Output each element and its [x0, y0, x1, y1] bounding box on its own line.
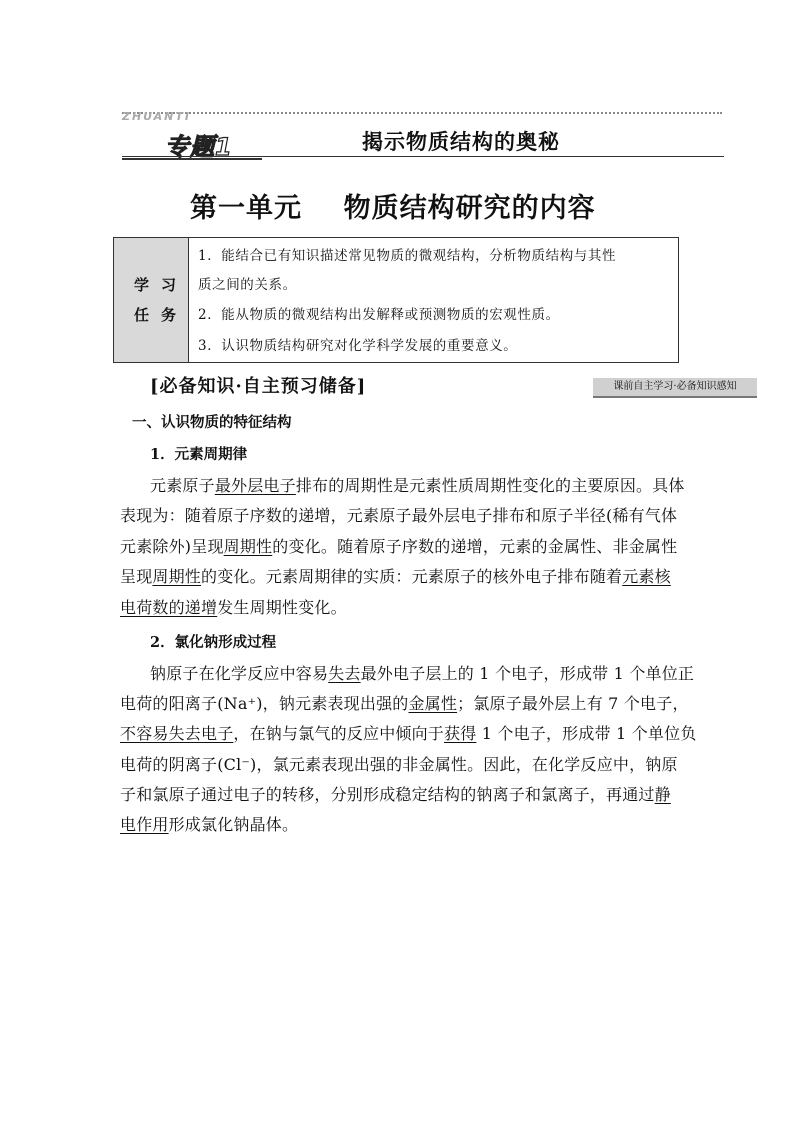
section-banner-tag: 课前自主学习·必备知识感知 [593, 378, 757, 398]
paragraph-line [120, 595, 347, 618]
text-run: 的变化。元素周期律的实质：元素原子的核外电子排布随着 [201, 567, 623, 586]
text-run: 电荷的阳离子(Na⁺)，钠元素表现出强的 [120, 694, 409, 713]
task-item: 3．认识物质结构研究对化学科学发展的重要意义。 [198, 338, 518, 354]
zhuanti-label: 专题1 [165, 133, 233, 161]
header-bottom-rule-bold [122, 158, 262, 160]
text-run: 最外电子层上的 1 个电子，形成带 1 个单位正 [360, 664, 695, 683]
underlined-answer: 金属性 [408, 694, 458, 713]
unit-title: 第一单元 物质结构研究的内容 [190, 193, 596, 224]
paragraph-line [120, 812, 298, 835]
text-run: 电荷的阴离子(Cl⁻)，氯元素表现出强的非金属性。因此，在化学反应中，钠原 [120, 755, 678, 774]
heading-section-1: 一、认识物质的特征结构 [132, 414, 292, 431]
text-run: 子和氯原子通过电子的转移，分别形成稳定结构的钠离子和氯离子，再通过 [120, 785, 655, 804]
text-run: 元素除外)呈现 [120, 537, 224, 556]
underlined-answer: 电作用 [120, 815, 169, 834]
task-item: 1．能结合已有知识描述常见物质的微观结构，分析物质结构与其性 [198, 248, 617, 264]
paragraph-line [120, 752, 678, 775]
topic-title: 揭示物质结构的奥秘 [362, 129, 560, 154]
text-run: 钠原子在化学反应中容易 [150, 664, 329, 683]
underlined-answer: 最外层电子 [214, 476, 296, 495]
underlined-answer: 获得 [444, 724, 477, 743]
underlined-answer: 周期性 [152, 567, 202, 586]
zhuanti-pinyin: ZHUANTI [122, 110, 191, 123]
underlined-answer: 周期性 [223, 537, 273, 556]
paragraph-line [150, 473, 685, 496]
paragraph-line [120, 691, 689, 714]
text-run: ；氯原子最外层上有 7 个电子， [457, 694, 689, 713]
task-label-line1: 学习 [134, 276, 189, 294]
heading-periodic-law: 1．元素周期律 [150, 446, 248, 463]
text-run: 呈现 [120, 567, 153, 586]
underlined-answer: 不容易失去电子 [120, 724, 234, 743]
text-run: 元素原子 [150, 476, 215, 495]
text-run: ，在钠与氯气的反应中倾向于 [233, 724, 445, 743]
heading-nacl-formation: 2．氯化钠形成过程 [150, 634, 277, 651]
text-run: 的变化。随着原子序数的递增，元素的金属性、非金属性 [272, 537, 678, 556]
paragraph-line [150, 661, 694, 684]
task-item: 2．能从物质的微观结构出发解释或预测物质的宏观性质。 [198, 307, 560, 323]
text-run: 表现为：随着原子序数的递增，元素原子最外层电子排布和原子半径(稀有气体 [120, 506, 678, 525]
underlined-answer: 电荷数的递增 [120, 598, 218, 617]
task-label-cell [114, 238, 189, 362]
task-label-line2: 任务 [134, 306, 189, 324]
underlined-answer: 元素核 [622, 567, 671, 586]
header-bottom-rule [122, 156, 724, 157]
task-item: 质之间的关系。 [198, 277, 297, 293]
underlined-answer: 失去 [328, 664, 361, 683]
paragraph-line [120, 503, 677, 526]
section-banner-title: [必备知识·自主预习储备] [150, 376, 367, 397]
learning-task-box [113, 237, 679, 363]
text-run: 发生周期性变化。 [217, 598, 347, 617]
text-run: 1 个电子，形成带 1 个单位负 [476, 724, 697, 743]
underlined-answer: 静 [654, 785, 671, 804]
paragraph-line [120, 564, 671, 587]
paragraph-line [120, 721, 697, 744]
text-run: 排布的周期性是元素性质周期性变化的主要原因。具体 [295, 476, 685, 495]
header-top-rule [122, 112, 722, 114]
text-run: 形成氯化钠晶体。 [168, 815, 299, 834]
paragraph-line [120, 534, 677, 557]
paragraph-line [120, 782, 671, 805]
